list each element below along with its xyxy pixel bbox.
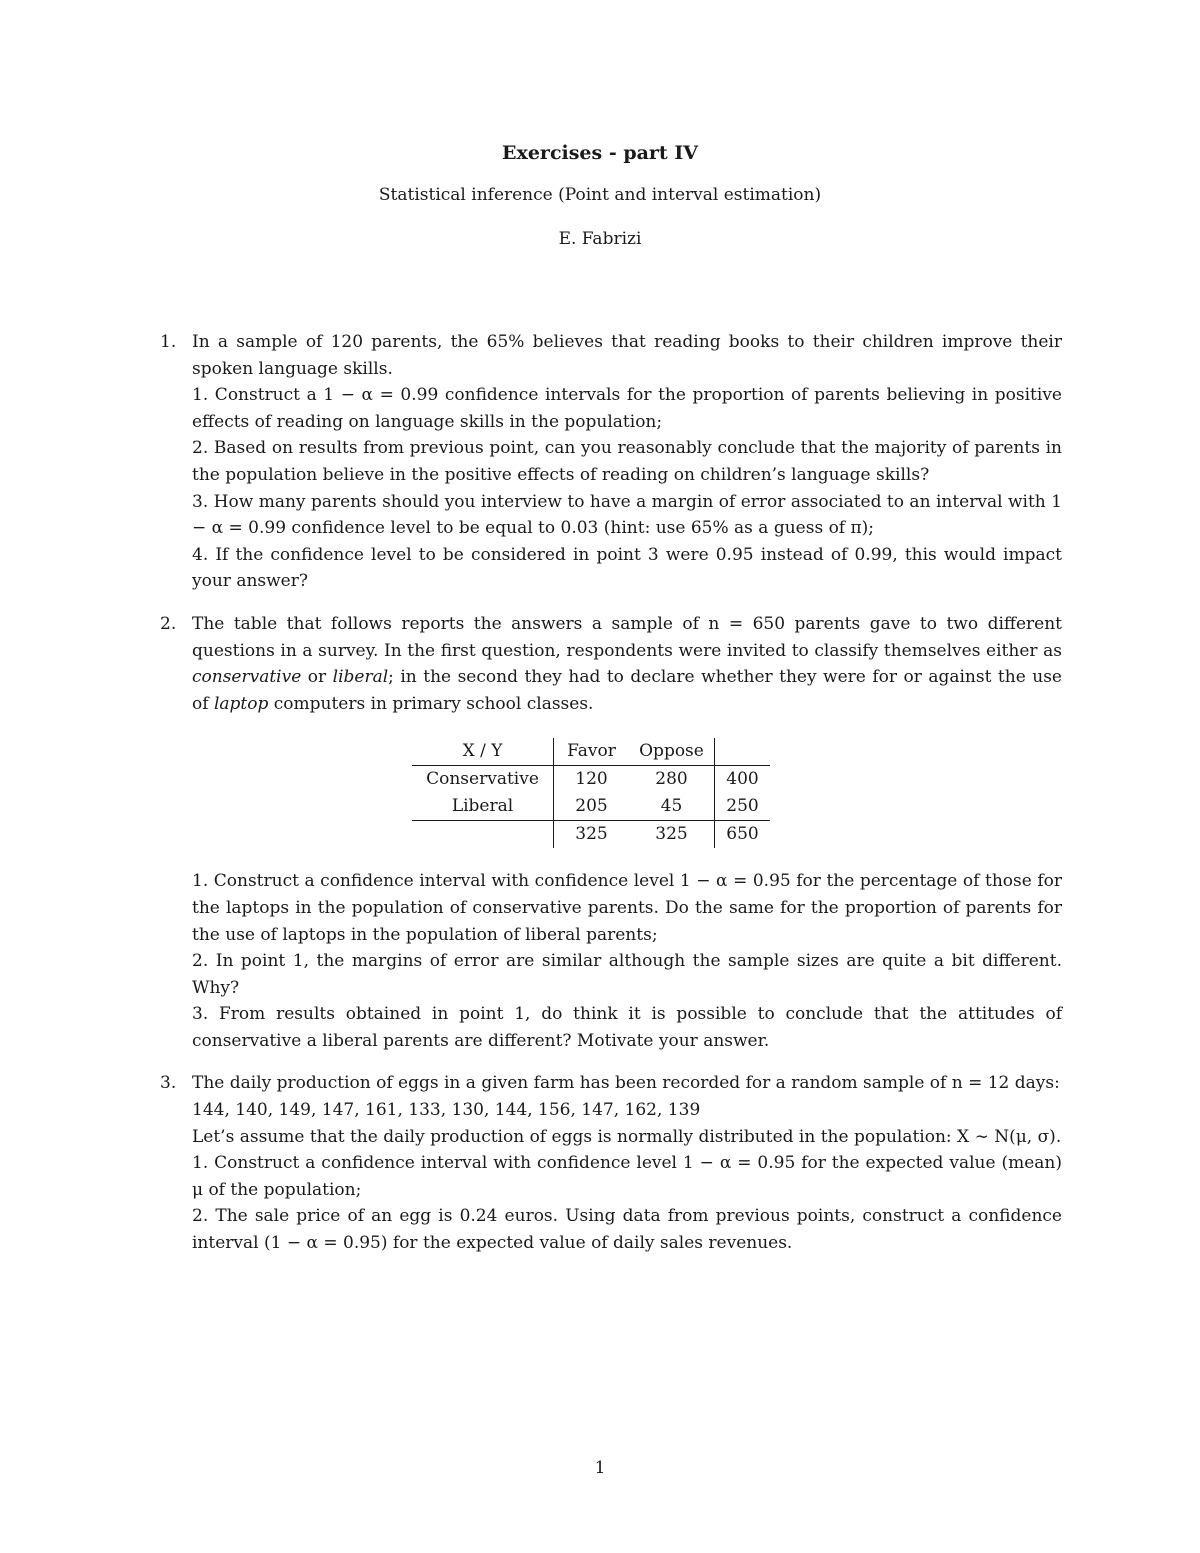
table-cell: Conservative: [412, 766, 554, 794]
exercise-item: 1. Construct a confidence interval with confidence level 1 − α = 0.95 for the percentage of those for the laptops in the population of conservative parents. Do the same for the proportion of parents for the use of laptops in the population of liberal parents;: [192, 871, 1062, 945]
exercise-2: [160, 611, 1062, 1055]
exercise-number: 3.: [160, 1073, 177, 1094]
exercise-intro: In a sample of 120 parents, the 65% believes that reading books to their children improve their spoken language skills.: [192, 332, 1062, 379]
table-cell: 400: [715, 766, 771, 794]
document-author: E. Fabrizi: [558, 229, 642, 249]
intro-text: ; in the second they had to declare whether they were for or against the use of: [192, 667, 1062, 714]
table-row: [412, 793, 770, 821]
table-row: [412, 766, 770, 794]
table-cell: 280: [629, 766, 715, 794]
exercise-item: 2. In point 1, the margins of error are similar although the sample sizes are quite a bit different. Why?: [192, 951, 1062, 998]
table-header-row: [412, 738, 770, 766]
table-cell: 650: [715, 821, 771, 849]
table-cell: Liberal: [451, 796, 514, 817]
table-cell: 250: [715, 793, 771, 821]
exercise-item: 1. Construct a confidence interval with confidence level 1 − α = 0.95 for the expected value (mean) μ of the population;: [192, 1153, 1062, 1200]
exercise-3: [160, 1070, 1062, 1256]
exercise-item: 4. If the confidence level to be considered in point 3 were 0.95 instead of 0.99, this would impact your answer?: [192, 544, 1062, 592]
page-number: 1: [594, 1458, 606, 1478]
table-cell: [412, 821, 554, 849]
exercise-1: [160, 329, 1062, 595]
table-header-cell: Oppose: [639, 741, 704, 762]
contingency-table: [412, 738, 770, 848]
sample-data: 144, 140, 149, 147, 161, 133, 130, 144, 156, 147, 162, 139: [192, 1100, 701, 1121]
exercise-number: 2.: [160, 613, 177, 634]
table-header-cell: [715, 738, 771, 766]
intro-text: The table that follows reports the answers a sample of n = 650 parents gave to two different questions in a survey. In the first question, respondents were invited to classify themselves either as: [192, 613, 1062, 661]
term-laptop: laptop: [213, 693, 269, 714]
table-cell: 205: [554, 793, 630, 821]
exercise-item: 3. From results obtained in point 1, do think it is possible to conclude that the attitudes of conservative a liberal parents are different? Motivate your answer.: [192, 1004, 1062, 1051]
table-header-cell: X / Y: [462, 741, 503, 762]
exercise-item: 2. Based on results from previous point, can you reasonably conclude that the majority of parents in the population believe in the positive effects of reading on children’s language skills?: [192, 438, 1062, 485]
document-subtitle: Statistical inference (Point and interval estimation): [378, 185, 822, 205]
exercise-item: 1. Construct a 1 − α = 0.99 confidence intervals for the proportion of parents believing in positive effects of reading on language skills in the population;: [192, 385, 1062, 432]
exercise-intro: The daily production of eggs in a given farm has been recorded for a random sample of n = 12 days:: [192, 1073, 1060, 1094]
table-total-row: [412, 821, 770, 849]
table-cell: 120: [554, 766, 630, 794]
table-cell: 45: [660, 796, 683, 817]
exercise-assumption: Let’s assume that the daily production of eggs is normally distributed in the population: X ∼ N(μ, σ).: [192, 1126, 1062, 1147]
table-header-cell: Favor: [554, 738, 630, 766]
intro-text: computers in primary school classes.: [268, 693, 594, 714]
exercise-item: 2. The sale price of an egg is 0.24 euros. Using data from previous points, construct a confidence interval (1 − α = 0.95) for the expected value of daily sales revenues.: [192, 1206, 1062, 1254]
term-liberal: liberal: [332, 667, 389, 688]
exercise-list: [160, 329, 1062, 1257]
table-cell: 325: [629, 821, 715, 849]
exercise-item: 3. How many parents should you interview to have a margin of error associated to an interval with 1 − α = 0.99 confidence level to be equal to 0.03 (hint: use 65% as a guess of π);: [192, 491, 1062, 539]
term-conservative: conservative: [192, 667, 302, 688]
document-title: Exercises - part IV: [502, 142, 698, 164]
table-cell: 325: [554, 821, 630, 849]
intro-text: or: [301, 667, 333, 688]
exercise-items: [192, 868, 1062, 1054]
exercise-intro: [192, 611, 1062, 717]
exercise-number: 1.: [160, 332, 177, 352]
